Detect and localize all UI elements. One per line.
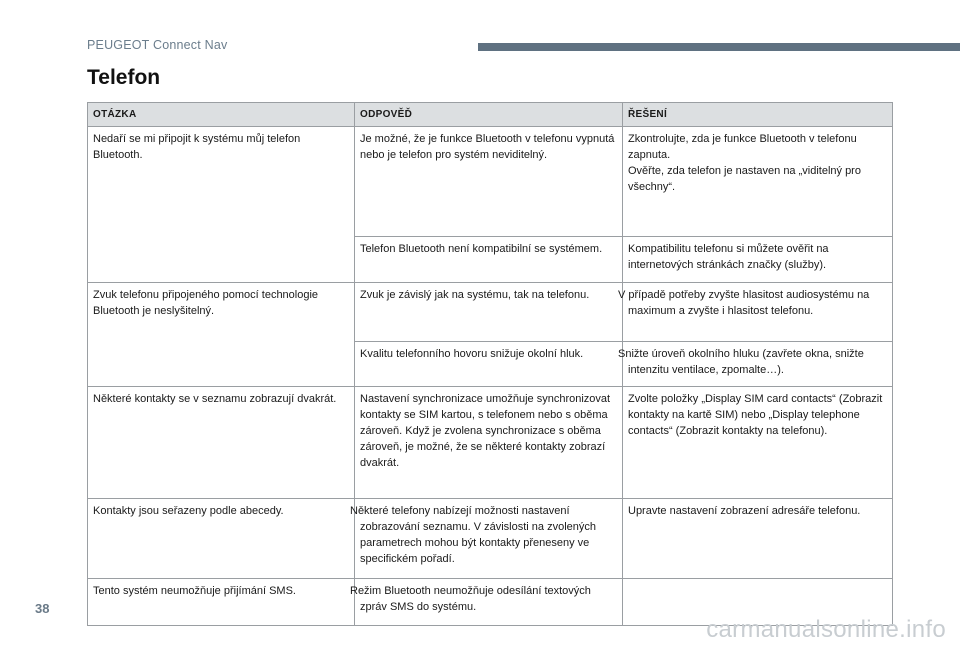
solution-cell: Zvolte položky „Display SIM card contacts“ (Zobrazit kontakty na kartě SIM) nebo „Display telephone contacts“ (Zobrazit kontakty na telefonu). [623,387,893,499]
solution-line: Zkontrolujte, zda je funkce Bluetooth v telefonu zapnuta. [628,133,857,161]
table-row [88,387,893,499]
answer-cell: Telefon Bluetooth není kompatibilní se systémem. [355,237,623,283]
table-row [88,283,893,342]
page-number: 38 [35,601,50,616]
table-header-row [88,103,893,127]
question-cell: Některé kontakty se v seznamu zobrazují dvakrát. [88,387,355,499]
troubleshooting-table [87,102,893,626]
solution-cell: Snižte úroveň okolního hluku (zavřete okna, snižte intenzitu ventilace, zpomalte…). [623,342,893,387]
question-cell: Kontakty jsou seřazeny podle abecedy. [88,499,355,579]
page-title: Telefon [87,66,161,89]
answer-cell: Je možné, že je funkce Bluetooth v telefonu vypnutá nebo je telefon pro systém neviditelný. [355,127,623,237]
header-accent-bar [478,43,960,51]
answer-cell: Kvalitu telefonního hovoru snižuje okolní hluk. [355,342,623,387]
question-cell: Nedaří se mi připojit k systému můj telefon Bluetooth. [88,127,355,283]
column-header-answer: ODPOVĚĎ [355,103,623,127]
answer-cell: Nastavení synchronizace umožňuje synchronizovat kontakty se SIM kartou, s telefonem nebo s oběma zároveň. Když je zvolena synchronizace s oběma zároveň, je možné, že se některé kontakty zobrazí dvakrát. [355,387,623,499]
solution-cell: V případě potřeby zvyšte hlasitost audiosystému na maximum a zvyšte i hlasitost telefonu. [623,283,893,342]
column-header-solution: ŘEŠENÍ [623,103,893,127]
solution-cell: Kompatibilitu telefonu si můžete ověřit na internetových stránkách značky (služby). [623,237,893,283]
answer-cell: Režim Bluetooth neumožňuje odesílání textových zpráv SMS do systému. [355,579,623,626]
question-cell: Zvuk telefonu připojeného pomocí technologie Bluetooth je neslyšitelný. [88,283,355,387]
solution-cell [623,127,893,237]
solution-cell: Upravte nastavení zobrazení adresáře telefonu. [623,499,893,579]
column-header-question: OTÁZKA [88,103,355,127]
table-row [88,499,893,579]
answer-cell: Některé telefony nabízejí možnosti nastavení zobrazování seznamu. V závislosti na zvolených parametrech mohou být kontakty přeneseny ve specifickém pořadí. [355,499,623,579]
manual-header-title: PEUGEOT Connect Nav [87,38,228,52]
watermark: carmanualsonline.info [706,616,946,643]
table-row [88,127,893,237]
answer-cell: Zvuk je závislý jak na systému, tak na telefonu. [355,283,623,342]
question-cell: Tento systém neumožňuje přijímání SMS. [88,579,355,626]
solution-line: Ověřte, zda telefon je nastaven na „viditelný pro všechny“. [628,165,861,193]
